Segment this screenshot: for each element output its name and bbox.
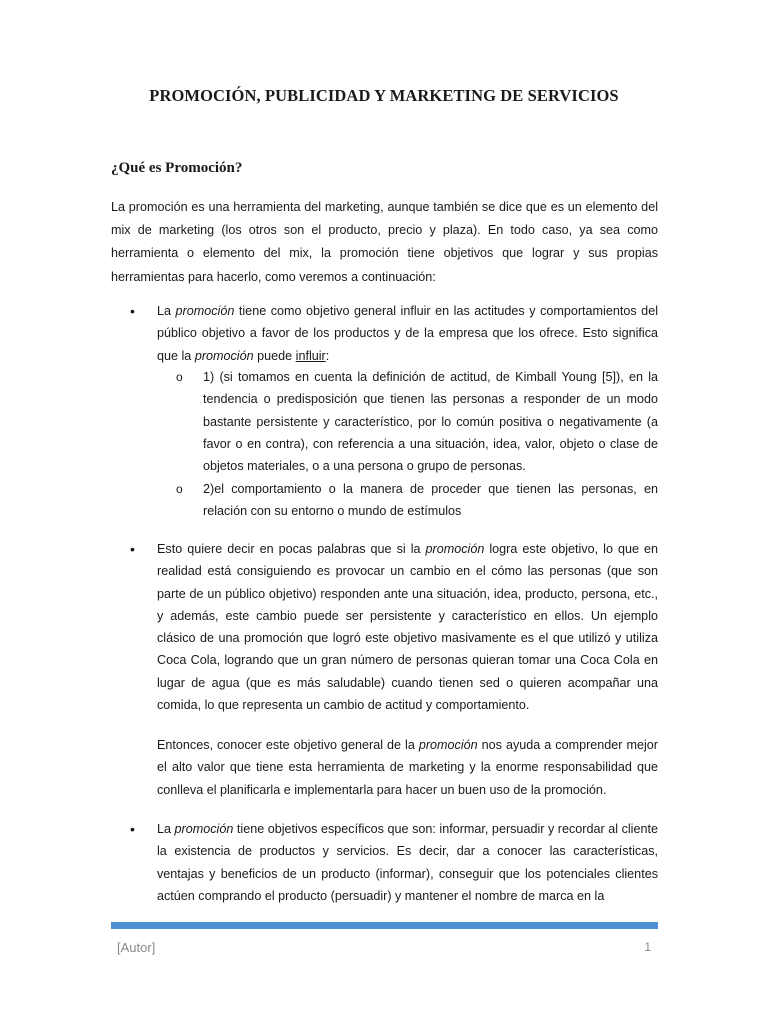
bullet-icon: • — [130, 303, 135, 319]
follow-up-paragraph: Entonces, conocer este objetivo general de la promoción nos ayuda a comprender mejor el alto valor que tiene esta herramienta de marketing y la enorme responsabilidad que conlleva el planificarla e implementarla para hacer un buen uso de la promoción. — [157, 738, 658, 797]
page-number: 1 — [644, 940, 651, 954]
footer-divider — [111, 922, 658, 929]
bullet-icon: • — [130, 821, 135, 837]
footer-author: [Autor] — [117, 940, 156, 955]
bullet-item-1: La promoción tiene como objetivo general influir en las actitudes y comportamientos del público objetivo a favor de los productos y de la empresa que los ofrece. Esto significa que la promoción puede influir: — [157, 304, 658, 363]
bullet-item-2: Esto quiere decir en pocas palabras que si la promoción logra este objetivo, lo que en realidad está consiguiendo es provocar un cambio en el cómo las personas (que son parte de un público objetivo) responden ante una situación, idea, producto, persona, etc., y además, este cambio puede ser persistente y característico en ellos. Un ejemplo clásico de una promoción que logró este objetivo masivamente es el que utilizó y utiliza Coca Cola, logrando que un gran número de personas quieran tomar una Coca Cola en lugar de agua (que es más saludable) cuando tienen sed o quieren acompañar una comida, lo que representa un cambio de actitud y comportamiento. — [157, 542, 659, 713]
sub-bullet-icon: o — [176, 482, 183, 496]
sub-item-2: 2)el comportamiento o la manera de proceder que tienen las personas, en relación con su entorno o mundo de estímulos — [203, 482, 658, 519]
section-heading: ¿Qué es Promoción? — [111, 160, 243, 176]
bullet-icon: • — [130, 541, 135, 557]
sub-bullet-icon: o — [176, 370, 183, 384]
document-title: PROMOCIÓN, PUBLICIDAD Y MARKETING DE SERVICIOS — [149, 86, 619, 105]
intro-paragraph: La promoción es una herramienta del marketing, aunque también se dice que es un elemento del mix de marketing (los otros son el producto, precio y plaza). En todo caso, ya sea como herramienta o elemento del mix, la promoción tiene objetivos que lograr y sus propias herramientas para hacerlo, como veremos a continuación: — [111, 200, 658, 284]
bullet-item-3: La promoción tiene objetivos específicos que son: informar, persuadir y recordar al cliente la existencia de productos y servicios. Es decir, dar a conocer las características, ventajas y beneficios de un producto (informar), conseguir que los potenciales clientes actúen comprando el producto (persuadir) y mantener el nombre de marca en la — [157, 822, 658, 903]
sub-item-1: 1) (si tomamos en cuenta la definición de actitud, de Kimball Young [5]), en la tendencia o predisposición que tienen las personas a responder de un modo bastante persistente y característico, por lo común positiva o negativamente (a favor o en contra), con referencia a una situación, idea, valor, objeto o clase de objetos materiales, o a una persona o grupo de personas. — [203, 370, 658, 474]
